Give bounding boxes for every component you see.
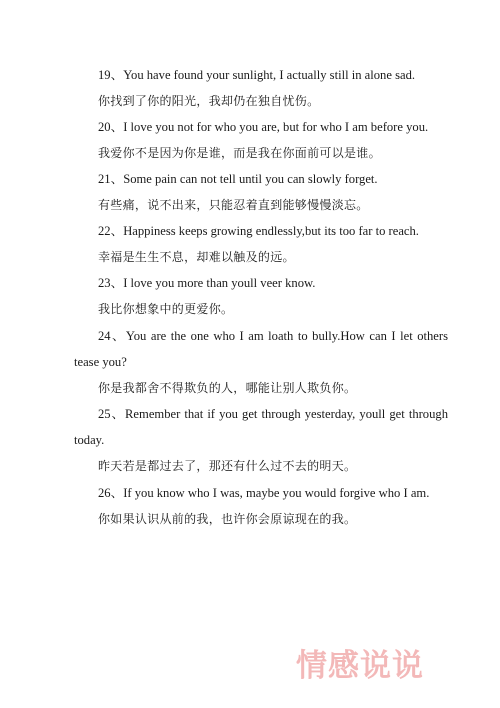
quote-26-english: 26、If you know who I was, maybe you would forgive who I am. xyxy=(98,486,430,500)
quote-19-chinese: 你找到了你的阳光，我却仍在独自忧伤。 xyxy=(98,94,320,108)
quote-26-chinese: 你如果认识从前的我，也许你会原谅现在的我。 xyxy=(98,512,357,526)
quote-20-chinese: 我爱你不是因为你是谁，而是我在你面前可以是谁。 xyxy=(98,146,381,160)
quote-25-chinese: 昨天若是都过去了，那还有什么过不去的明天。 xyxy=(98,459,357,473)
quote-24-chinese: 你是我都舍不得欺负的人，哪能让别人欺负你。 xyxy=(98,381,357,395)
quote-19-english: 19、You have found your sunlight, I actually still in alone sad. xyxy=(98,68,416,82)
quote-25-english-continued: today. xyxy=(74,433,105,447)
quote-23-chinese: 我比你想象中的更爱你。 xyxy=(98,302,234,316)
quote-22-chinese: 幸福是生生不息，却难以触及的远。 xyxy=(98,250,295,264)
quote-23-english: 23、I love you more than youll veer know. xyxy=(98,276,316,290)
quote-21-chinese: 有些痛，说不出来，只能忍着直到能够慢慢淡忘。 xyxy=(98,198,369,212)
watermark-logo: 情感说说 xyxy=(296,648,424,684)
quote-20-english: 20、I love you not for who you are, but for who I am before you. xyxy=(98,120,429,134)
quote-24-english-continued: tease you? xyxy=(74,355,127,369)
quote-25-english: 25、Remember that if you get through yesterday, youll get through xyxy=(98,407,448,421)
quote-22-english: 22、Happiness keeps growing endlessly,but its too far to reach. xyxy=(98,224,419,238)
quote-24-english: 24、You are the one who I am loath to bully.How can I let others xyxy=(98,329,448,343)
quote-21-english: 21、Some pain can not tell until you can slowly forget. xyxy=(98,172,378,186)
